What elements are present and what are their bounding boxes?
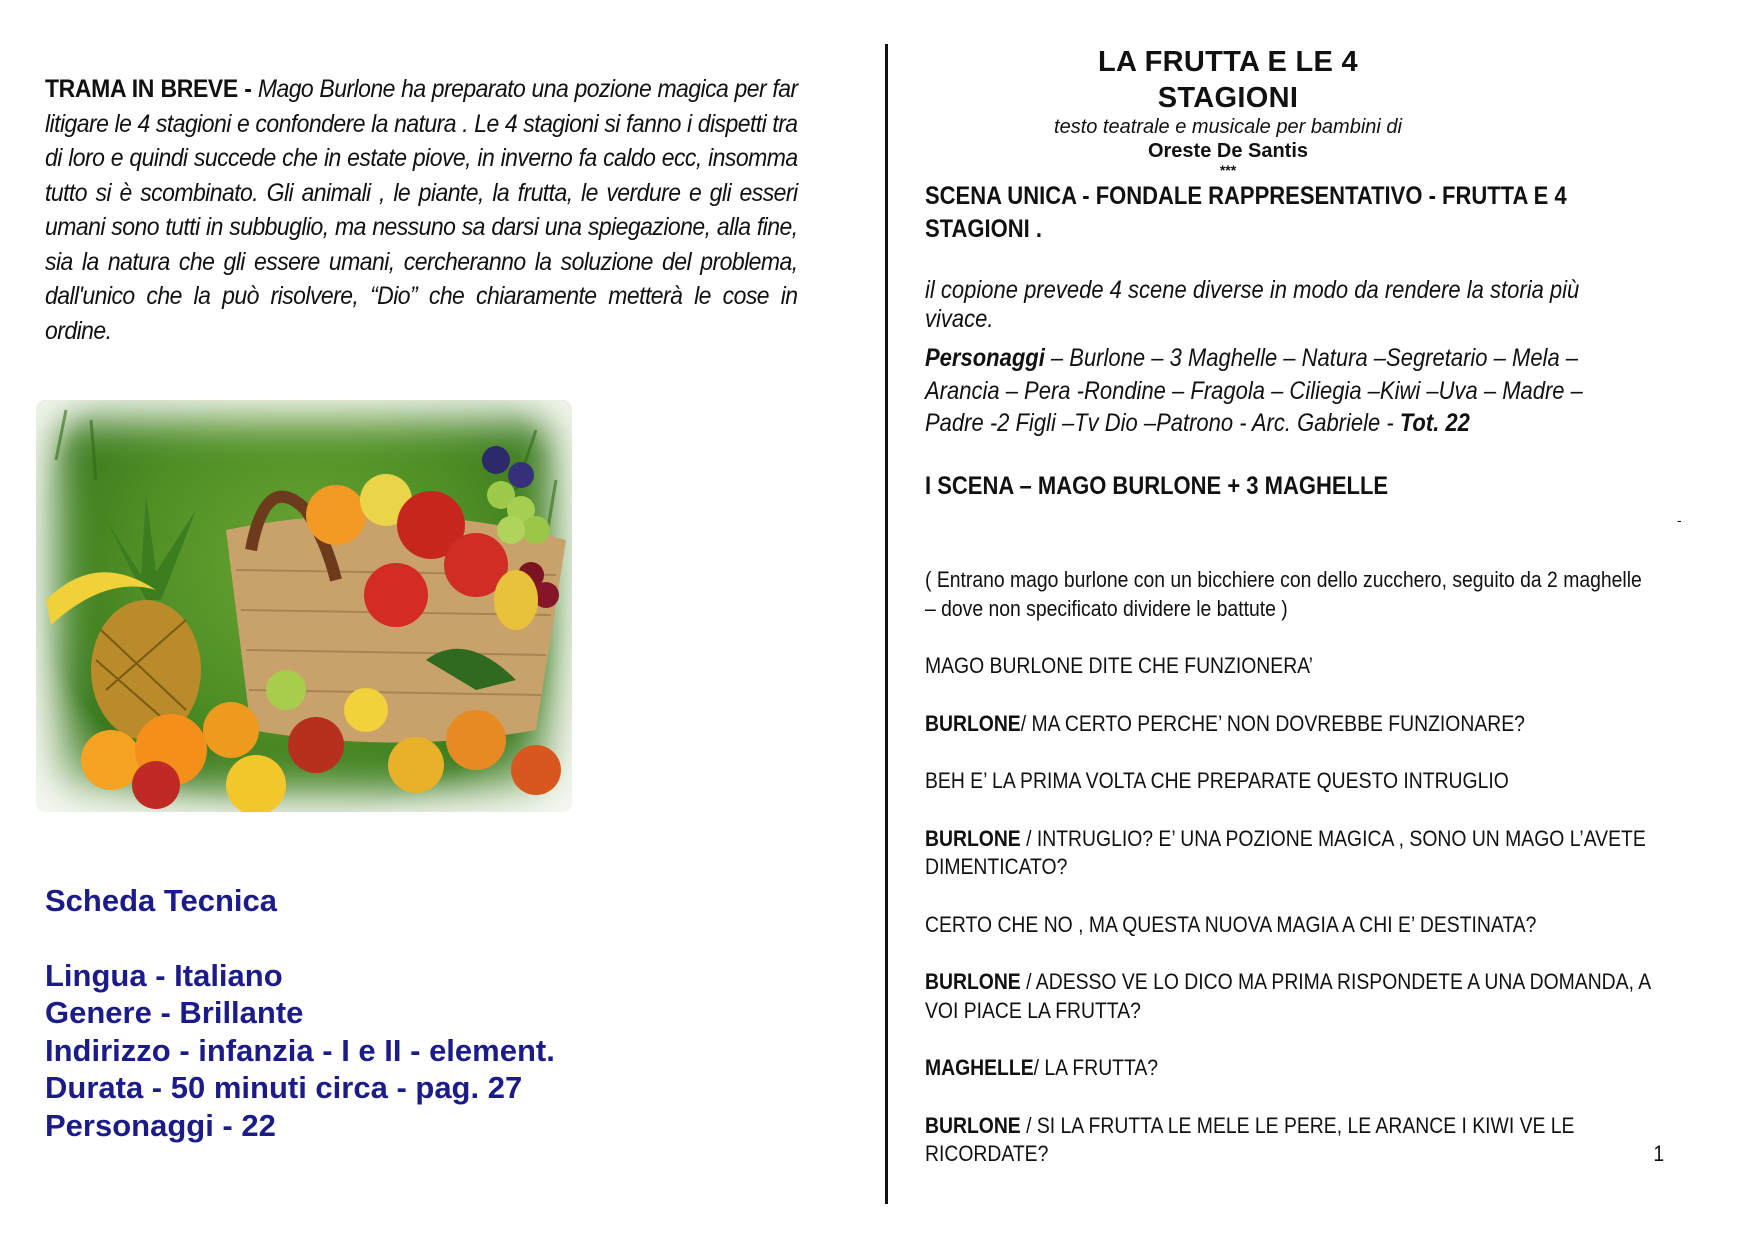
play-subtitle: testo teatrale e musicale per bambini di [1054, 116, 1402, 138]
speaker: MAGHELLE [925, 1055, 1034, 1080]
right-page [925, 44, 1685, 1224]
copione-note: il copione prevede 4 scene diverse in modo da rendere la storia più vivace. [925, 276, 1580, 333]
trama-label: TRAMA IN BREVE - [45, 75, 252, 103]
scheda-genere: Genere - Brillante [45, 995, 304, 1030]
page-number: 1 [1653, 1141, 1665, 1166]
left-page [45, 72, 797, 348]
personaggi-total: Tot. 22 [1399, 409, 1470, 437]
speaker: BURLONE [925, 1112, 1021, 1138]
line-8: MAGHELLE/ LA FRUTTA? [925, 1055, 1159, 1080]
page-divider [885, 44, 888, 1204]
line-7: BURLONE / ADESSO VE LO DICO MA PRIMA RISPONDETE A UNA DOMANDA, A VOI PIACE LA FRUTTA? [925, 969, 1651, 1023]
scheda-tecnica [45, 882, 555, 1144]
play-title: LA FRUTTA E LE 4 STAGIONI [1098, 46, 1358, 114]
script-body [925, 566, 1665, 1169]
i-scena-heading: I SCENA – MAGO BURLONE + 3 MAGHELLE [925, 472, 1389, 500]
title-block [1045, 44, 1411, 176]
scena-unica-heading: SCENA UNICA - FONDALE RAPPRESENTATIVO - FRUTTA E 4 STAGIONI . [925, 182, 1567, 243]
line-3: BURLONE/ MA CERTO PERCHE’ NON DOVREBBE FUNZIONARE? [925, 710, 1525, 736]
scheda-indirizzo: Indirizzo - infanzia - I e II - element. [45, 1032, 555, 1068]
line-9: BURLONE / SI LA FRUTTA LE MELE LE PERE, LE ARANCE I KIWI VE LE RICORDATE? 1 [925, 1112, 1655, 1169]
play-author: Oreste De Santis [1147, 140, 1309, 162]
speaker: BURLONE [925, 710, 1021, 736]
line-5: BURLONE / INTRUGLIO? E’ UNA POZIONE MAGICA , SONO UN MAGO L’AVETE DIMENTICATO? [925, 825, 1646, 879]
scheda-durata: Durata - 50 minuti circa - pag. 27 [45, 1070, 523, 1105]
line-6: CERTO CHE NO , MA QUESTA NUOVA MAGIA A CHI E’ DESTINATA? [925, 911, 1537, 937]
personaggi-label: Personaggi [925, 344, 1045, 372]
personaggi-list [925, 342, 1603, 440]
speaker: BURLONE [925, 969, 1021, 994]
line-4: BEH E’ LA PRIMA VOLTA CHE PREPARATE QUESTO INTRUGLIO [925, 768, 1509, 793]
dash-mark: - [1677, 512, 1682, 528]
fruit-basket-image [36, 400, 572, 812]
scheda-lingua: Lingua - Italiano [45, 957, 283, 993]
stage-direction: ( Entrano mago burlone con un bicchiere con dello zucchero, seguito da 2 maghelle – dove non specificato dividere le battute ) [925, 567, 1642, 621]
trama-text: Mago Burlone ha preparato una pozione magica per far litigare le 4 stagioni e confondere la natura . Le 4 stagioni si fanno i dispetti tra di loro e quindi succede che in estate piove, in inverno fa caldo ecc, insomma tutto si è scombinato. Gli animali , le piante, la frutta, le verdure e gli esseri umani sono tutti in subbuglio, ma nessuno sa darsi una spiegazione, alla fine, sia la natura che gli essere umani, cercheranno la soluzione del problema, dall'unico che la può risolvere, “Dio” che chiaramente metterà le cose in ordine. [45, 75, 798, 345]
line-2: MAGO BURLONE DITE CHE FUNZIONERA’ [925, 653, 1313, 678]
stars-separator: *** [1219, 162, 1237, 178]
speaker: BURLONE [925, 825, 1021, 851]
scheda-personaggi: Personaggi - 22 [45, 1107, 276, 1143]
trama-paragraph [45, 72, 798, 348]
scheda-title: Scheda Tecnica [45, 883, 278, 918]
personaggi-text: – Burlone – 3 Maghelle – Natura –Segretario – Mela –Arancia – Pera -Rondine – Fragola – Ciliegia –Kiwi –Uva – Madre –Padre -2 Figli –Tv Dio –Patrono - Arc. Gabriele - [925, 344, 1583, 437]
